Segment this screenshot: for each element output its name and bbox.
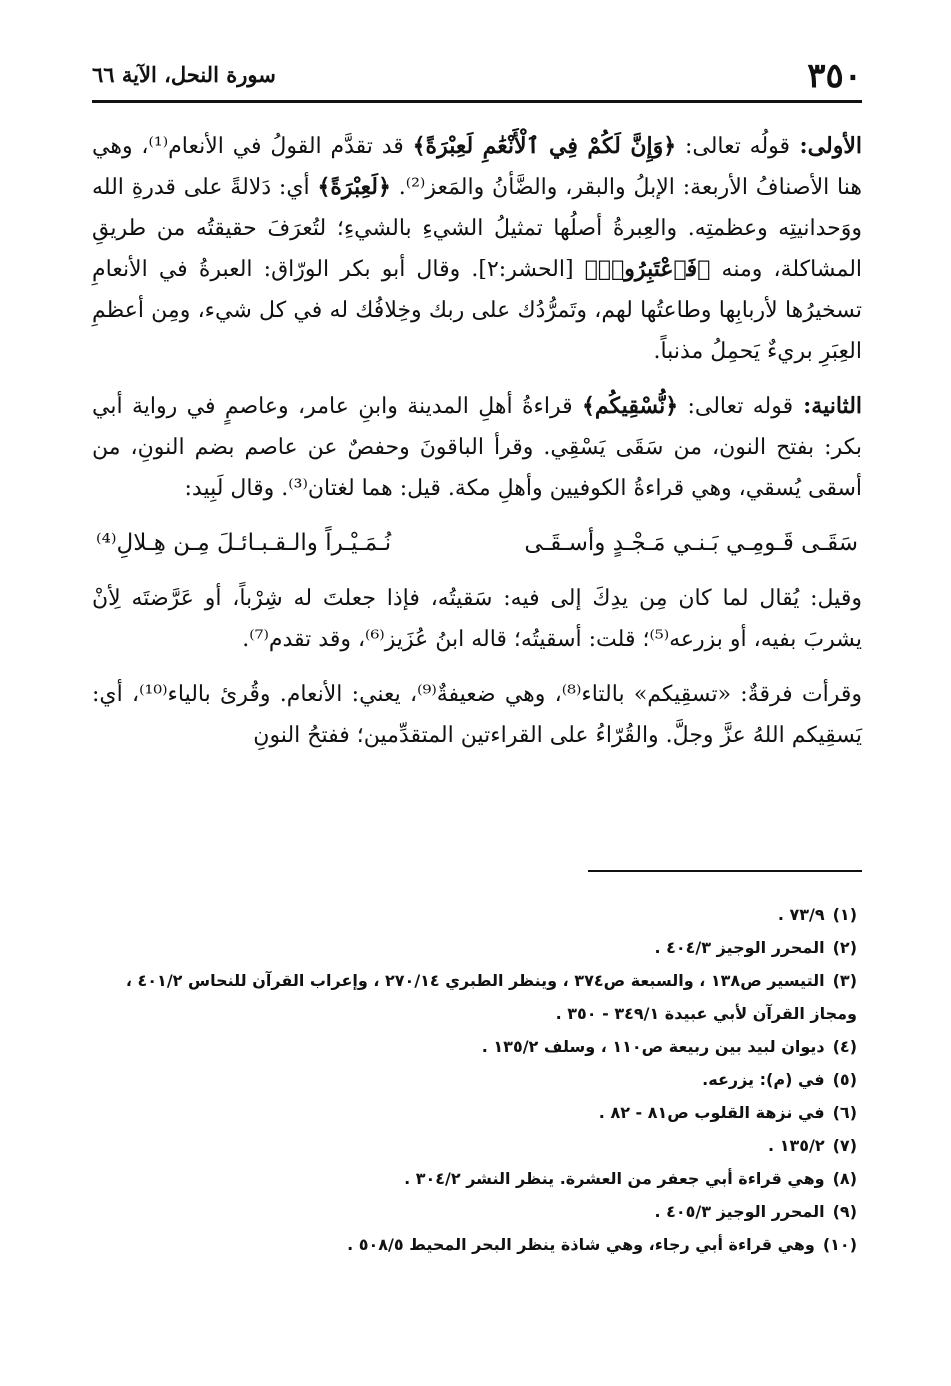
footnote-number: (٧) (832, 1136, 857, 1155)
footnote-text: التيسير ص١٣٨ ، والسبعة ص٣٧٤ ، وينظر الطبري ٢٧٠/١٤ ، وإعراب القرآن للنحاس ٤٠١/٢ ، ومجاز القرآن لأبي عبيدة ٣٤٩/١ - ٣٥٠ . (125, 971, 857, 1023)
paragraph-lead: الثانية: (793, 393, 863, 419)
paragraph-text: قوله تعالى: (678, 394, 794, 419)
footnote-number: (١) (832, 905, 857, 924)
paragraph-second-issue (92, 386, 862, 509)
footnote-number: (٣) (832, 971, 857, 990)
footnote (92, 1162, 857, 1195)
paragraph-text: قد تقدَّم القولُ في الأنعام⁽¹⁾، وهي هنا الأصنافُ الأربعة: الإبلُ والبقر، والضَّأنُ والمَعز⁽²⁾. (92, 134, 862, 200)
page-number: ٣٥٠ (807, 56, 862, 96)
page-header (92, 56, 862, 102)
footnote-text: ديوان لبيد بين ربيعة ص١١٠ ، وسلف ١٣٥/٢ . (481, 1037, 825, 1056)
footnote-number: (١٠) (822, 1235, 857, 1254)
header-rule (92, 100, 862, 103)
paragraph-fourth: وقرأت فرقةٌ: «تسقِيكم» بالتاء⁽⁸⁾، وهي ضعيفةٌ⁽⁹⁾، يعني: الأنعام. وقُرئ بالياء⁽¹⁰⁾، أي: يَسقِيكم اللهُ عزَّ وجلَّ. والقُرّاءُ على القراءتين المتقدِّمين؛ ففتحُ النونِ (92, 682, 862, 748)
footnote (92, 1030, 857, 1063)
footnote (92, 1195, 857, 1228)
paragraph-text: [الحشر:٢]. وقال أبو بكر الورّاق: العبرةُ في الأنعامِ تسخيرُها لأربابِها وطاعتُها لهم، وتَمرُّدُك على ربك وخِلافُك له في كل شيء، ومِن أعظمِ العِبَرِ بريءٌ يَحمِلُ مذنباً. (92, 257, 862, 364)
footnote (92, 1129, 857, 1162)
footnote-text: وهي قراءة أبي رجاء، وهي شاذة ينظر البحر المحيط ٥٠٨/٥ . (347, 1235, 815, 1254)
footnote-number: (٩) (832, 1202, 857, 1221)
footnote-text: في (م): يزرعه. (702, 1070, 825, 1089)
quran-quote: ﴿وَإِنَّ لَكُمْ فِي ٱلْأَنْعَٰمِ لَعِبْرَةً﴾ (412, 133, 677, 159)
footnote-text: المحرر الوجيز ٤٠٥/٣ . (654, 1202, 825, 1221)
footnote (92, 1063, 857, 1096)
paragraph-text: قراءةُ أهلِ المدينة وابنِ عامر، وعاصمٍ في رواية أبي بكر: بفتح النون، من سَقَى يَسْقِي. وقرأ الباقونَ وحفصٌ عن عاصم بضم النونِ، من أسقى يُسقي، وهي قراءةُ الكوفيين وأهلِ مكة. قيل: هما لغتان⁽³⁾. وقال لَبِيد: (92, 394, 862, 501)
poetry-verse (92, 523, 862, 564)
verse-first-hemistich: سَقَـى قَـومِـي بَـنـي مَـجْـدٍ وأسـقَـى (524, 530, 858, 556)
footnote-number: (٦) (832, 1103, 857, 1122)
paragraph-third: وقيل: يُقال لما كان مِن يدِكَ إلى فيه: سَقيتُه، فإذا جعلتَ له شِرْباً، أو عَرَّضتَه لِأنْ يشربَ بفيه، أو بزرعه⁽⁵⁾؛ قلت: أسقيتُه؛ قاله ابنُ عُزَيز⁽⁶⁾، وقد تقدم⁽⁷⁾. (92, 586, 862, 652)
paragraph-first-issue (92, 126, 862, 372)
footnote-number: (٨) (832, 1169, 857, 1188)
footnote-text: ٧٣/٩ . (777, 905, 825, 924)
quran-quote: ﴿نُّسْقِيكُم﴾ (582, 393, 679, 419)
footnote (92, 1096, 857, 1129)
footnote-number: (٤) (832, 1037, 857, 1056)
quran-quote: ﴿فَٱعْتَبِرُوا۟﴾ (584, 256, 711, 282)
footnote (92, 931, 857, 964)
footnote-text: المحرر الوجيز ٤٠٤/٣ . (654, 938, 825, 957)
quran-quote: ﴿لَعِبْرَةً﴾ (317, 174, 391, 200)
footnote-text: في نزهة القلوب ص٨١ - ٨٢ . (598, 1103, 825, 1122)
footnote (92, 964, 857, 1030)
paragraph-text: قولُه تعالى: (676, 134, 791, 159)
paragraph-text: أي: دَلالةً على قدرةِ الله ووَحدانيتِه وعظمتِه. والعِبرةُ أصلُها تمثيلُ الشيءِ بالشيءِ؛ لتُعرَفَ حقيقتُه من طريقِ المشاكلة، ومنه (92, 175, 863, 282)
footnote-rule (588, 870, 862, 872)
paragraph-lead: الأولى: (790, 133, 862, 159)
footnote-number: (٢) (832, 938, 857, 957)
footnote (92, 898, 857, 931)
footnote-text: وهي قراءة أبي جعفر من العشرة. ينظر النشر ٣٠٤/٢ . (404, 1169, 825, 1188)
footnotes (92, 898, 857, 1261)
running-title: سورة النحل، الآية ٦٦ (92, 62, 276, 87)
footnote-text: ١٣٥/٢ . (768, 1136, 825, 1155)
footnote-number: (٥) (832, 1070, 857, 1089)
verse-second-hemistich: نُـمَـيْـراً والـقـبـائـلَ مِـن هِـلالِ⁽⁴⁾ (96, 530, 392, 556)
footnote (92, 1228, 857, 1261)
main-text (92, 126, 862, 770)
